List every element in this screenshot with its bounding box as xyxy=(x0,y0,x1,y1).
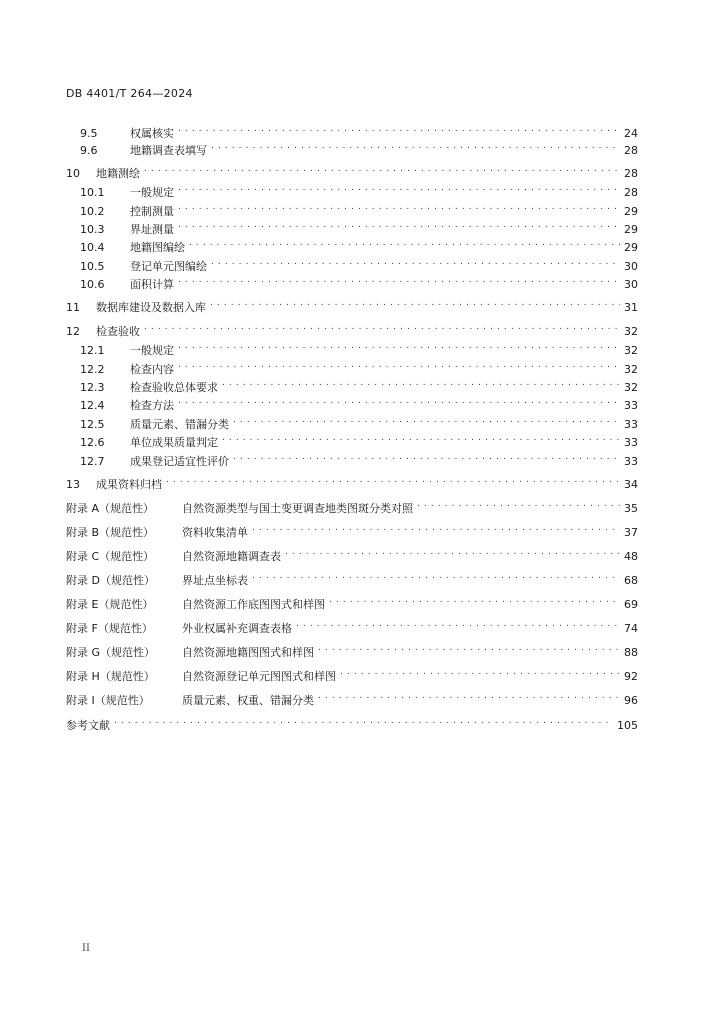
toc-entry-number: 附录 I（规范性） xyxy=(66,694,150,707)
toc-entry-page: 30 xyxy=(624,278,638,291)
leader-dots xyxy=(233,449,620,465)
leader-dots xyxy=(211,254,620,270)
toc-entry-title: 自然资源地籍调查表 xyxy=(182,550,281,563)
toc-entry-12-1[interactable] xyxy=(66,338,638,357)
toc-entry-number: 10.1 xyxy=(80,186,105,199)
leader-dots xyxy=(222,375,620,391)
leader-dots xyxy=(178,199,620,215)
toc-entry-page: 32 xyxy=(624,344,638,357)
toc-entry-title: 检查验收总体要求 xyxy=(130,381,218,394)
toc-entry-references[interactable] xyxy=(66,713,638,732)
toc-entry-page: 33 xyxy=(624,418,638,431)
leader-dots xyxy=(329,592,620,608)
toc-entry-appendix-i[interactable] xyxy=(66,688,638,707)
leader-dots xyxy=(233,412,620,428)
toc-entry-page: 88 xyxy=(624,646,638,659)
toc-entry-10-3[interactable] xyxy=(66,217,638,236)
toc-entry-title: 自然资源地籍图图式和样图 xyxy=(182,646,314,659)
toc-entry-appendix-b[interactable] xyxy=(66,520,638,539)
leader-dots xyxy=(178,393,620,409)
toc-entry-10-5[interactable] xyxy=(66,254,638,273)
toc-entry-9-5[interactable] xyxy=(66,121,638,140)
toc-entry-number: 12.2 xyxy=(80,363,105,376)
toc-entry-12-4[interactable] xyxy=(66,393,638,412)
toc-entry-number: 附录 D（规范性） xyxy=(66,574,155,587)
leader-dots xyxy=(210,295,620,311)
leader-dots xyxy=(114,713,613,729)
toc-entry-title: 质量元素、权重、错漏分类 xyxy=(182,694,314,707)
toc-entry-page: 29 xyxy=(624,205,638,218)
toc-entry-appendix-h[interactable] xyxy=(66,664,638,683)
toc-entry-page: 24 xyxy=(624,127,638,140)
toc-entry-10-4[interactable] xyxy=(66,235,638,254)
toc-entry-title: 自然资源登记单元图图式和样图 xyxy=(182,670,336,683)
leader-dots xyxy=(189,235,620,251)
toc-entry-number: 10 xyxy=(66,167,80,180)
toc-entry-title: 控制测量 xyxy=(130,205,174,218)
toc-entry-12-2[interactable] xyxy=(66,357,638,376)
toc-entry-page: 28 xyxy=(624,167,638,180)
toc-entry-title: 成果资料归档 xyxy=(96,478,162,491)
toc-entry-page: 32 xyxy=(624,381,638,394)
toc-entry-9-6[interactable] xyxy=(66,138,638,157)
toc-entry-page: 29 xyxy=(624,241,638,254)
leader-dots xyxy=(318,688,620,704)
toc-entry-number: 附录 H（规范性） xyxy=(66,670,155,683)
toc-entry-appendix-g[interactable] xyxy=(66,640,638,659)
leader-dots xyxy=(166,472,620,488)
toc-entry-page: 30 xyxy=(624,260,638,273)
toc-entry-10-2[interactable] xyxy=(66,199,638,218)
toc-entry-number: 10.5 xyxy=(80,260,105,273)
toc-entry-title: 自然资源类型与国土变更调查地类图斑分类对照 xyxy=(182,502,413,515)
toc-entry-page: 28 xyxy=(624,144,638,157)
toc-entry-title: 检查验收 xyxy=(96,325,140,338)
toc-entry-number: 13 xyxy=(66,478,80,491)
leader-dots xyxy=(178,272,620,288)
toc-entry-number: 12 xyxy=(66,325,80,338)
toc-entry-page: 32 xyxy=(624,325,638,338)
toc-entry-title: 登记单元图编绘 xyxy=(130,260,207,273)
toc-entry-number: 9.5 xyxy=(80,127,98,140)
toc-entry-number: 10.3 xyxy=(80,223,105,236)
toc-entry-appendix-d[interactable] xyxy=(66,568,638,587)
leader-dots xyxy=(144,161,620,177)
toc-entry-12-5[interactable] xyxy=(66,412,638,431)
toc-entry-title: 数据库建设及数据入库 xyxy=(96,301,206,314)
leader-dots xyxy=(417,496,620,512)
leader-dots xyxy=(211,138,620,154)
toc-entry-number: 12.7 xyxy=(80,455,105,468)
leader-dots xyxy=(285,544,620,560)
leader-dots xyxy=(296,616,620,632)
toc-entry-10-6[interactable] xyxy=(66,272,638,291)
leader-dots xyxy=(252,520,620,536)
toc-entry-title: 单位成果质量判定 xyxy=(130,436,218,449)
toc-entry-13[interactable] xyxy=(66,472,638,491)
toc-entry-title: 外业权属补充调查表格 xyxy=(182,622,292,635)
leader-dots xyxy=(178,121,620,137)
toc-entry-page: 74 xyxy=(624,622,638,635)
toc-entry-10[interactable] xyxy=(66,161,638,180)
toc-entry-title: 检查方法 xyxy=(130,399,174,412)
toc-entry-number: 9.6 xyxy=(80,144,98,157)
toc-entry-12[interactable] xyxy=(66,319,638,338)
leader-dots xyxy=(222,430,620,446)
toc-entry-title: 界址测量 xyxy=(130,223,174,236)
toc-entry-number: 12.5 xyxy=(80,418,105,431)
toc-entry-title: 一般规定 xyxy=(130,344,174,357)
toc-entry-number: 10.4 xyxy=(80,241,105,254)
leader-dots xyxy=(318,640,620,656)
toc-entry-number: 12.4 xyxy=(80,399,105,412)
toc-entry-page: 35 xyxy=(624,502,638,515)
toc-entry-page: 33 xyxy=(624,399,638,412)
leader-dots xyxy=(178,180,620,196)
toc-entry-page: 33 xyxy=(624,455,638,468)
toc-entry-title: 界址点坐标表 xyxy=(182,574,248,587)
toc-entry-title: 地籍测绘 xyxy=(96,167,140,180)
leader-dots xyxy=(144,319,620,335)
toc-entry-title: 参考文献 xyxy=(66,719,110,732)
leader-dots xyxy=(252,568,620,584)
document-id-header: DB 4401/T 264—2024 xyxy=(66,87,193,100)
toc-entry-title: 资料收集清单 xyxy=(182,526,248,539)
toc-entry-12-7[interactable] xyxy=(66,449,638,468)
toc-entry-number: 10.6 xyxy=(80,278,105,291)
toc-entry-page: 28 xyxy=(624,186,638,199)
toc-entry-appendix-f[interactable] xyxy=(66,616,638,635)
toc-entry-page: 33 xyxy=(624,436,638,449)
toc-entry-number: 附录 B（规范性） xyxy=(66,526,155,539)
toc-entry-title: 一般规定 xyxy=(130,186,174,199)
toc-entry-page: 31 xyxy=(624,301,638,314)
leader-dots xyxy=(178,357,620,373)
page-number-footer: II xyxy=(82,943,90,954)
leader-dots xyxy=(340,664,620,680)
toc-entry-11[interactable] xyxy=(66,295,638,314)
toc-entry-number: 附录 A（规范性） xyxy=(66,502,155,515)
toc-entry-title: 权属核实 xyxy=(130,127,174,140)
toc-entry-appendix-c[interactable] xyxy=(66,544,638,563)
toc-entry-page: 92 xyxy=(624,670,638,683)
toc-entry-appendix-a[interactable] xyxy=(66,496,638,515)
leader-dots xyxy=(178,217,620,233)
toc-entry-title: 地籍调查表填写 xyxy=(130,144,207,157)
toc-entry-title: 面积计算 xyxy=(130,278,174,291)
toc-entry-page: 48 xyxy=(624,550,638,563)
toc-entry-page: 105 xyxy=(617,719,638,732)
toc-entry-number: 附录 E（规范性） xyxy=(66,598,154,611)
toc-entry-title: 自然资源工作底图图式和样图 xyxy=(182,598,325,611)
toc-entry-number: 12.6 xyxy=(80,436,105,449)
toc-entry-page: 96 xyxy=(624,694,638,707)
toc-entry-page: 29 xyxy=(624,223,638,236)
toc-entry-title: 成果登记适宜性评价 xyxy=(130,455,229,468)
toc-entry-10-1[interactable] xyxy=(66,180,638,199)
toc-entry-title: 质量元素、错漏分类 xyxy=(130,418,229,431)
toc-entry-page: 69 xyxy=(624,598,638,611)
toc-entry-page: 32 xyxy=(624,363,638,376)
toc-entry-12-6[interactable] xyxy=(66,430,638,449)
toc-entry-appendix-e[interactable] xyxy=(66,592,638,611)
toc-entry-number: 10.2 xyxy=(80,205,105,218)
toc-entry-number: 附录 C（规范性） xyxy=(66,550,155,563)
toc-entry-number: 12.3 xyxy=(80,381,105,394)
toc-entry-page: 37 xyxy=(624,526,638,539)
toc-entry-number: 附录 G（规范性） xyxy=(66,646,156,659)
toc-entry-page: 34 xyxy=(624,478,638,491)
toc-entry-title: 检查内容 xyxy=(130,363,174,376)
leader-dots xyxy=(178,338,620,354)
toc-entry-page: 68 xyxy=(624,574,638,587)
toc-entry-title: 地籍图编绘 xyxy=(130,241,185,254)
toc-entry-number: 11 xyxy=(66,301,80,314)
toc-entry-number: 12.1 xyxy=(80,344,105,357)
toc-entry-12-3[interactable] xyxy=(66,375,638,394)
toc-entry-number: 附录 F（规范性） xyxy=(66,622,153,635)
